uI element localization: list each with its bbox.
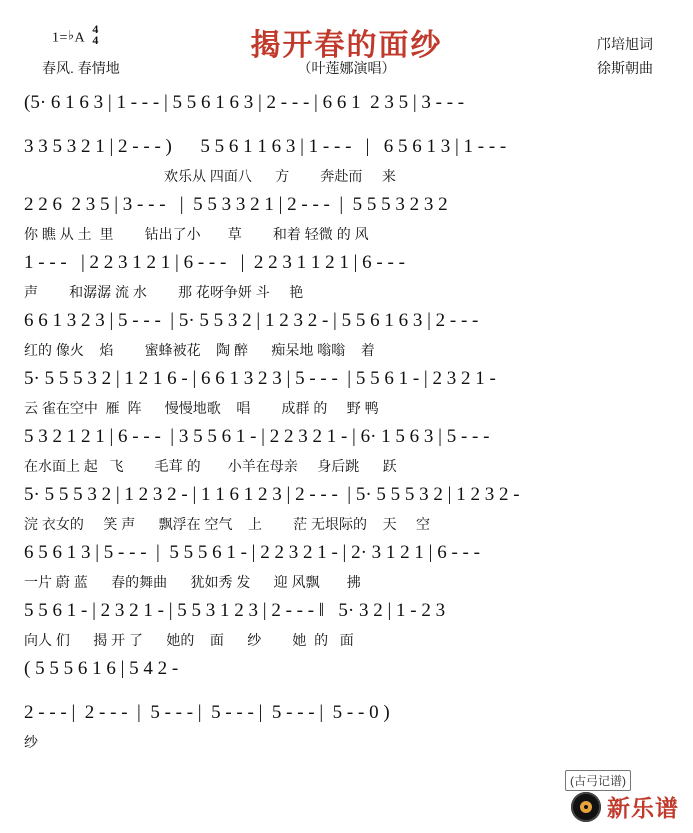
meter-top: 4 — [92, 22, 99, 36]
lyric-row: 浣 衣女的 笑 声 飘浮在 空气 上 茫 无垠际的 天 空 — [24, 516, 431, 532]
lyric-row: 在水面上 起 飞 毛茸 的 小羊在母亲 身后跳 跃 — [24, 458, 397, 474]
note-row: 5· 5 5 5 3 2 | 1 2 1 6 - | 6 6 1 3 2 3 | 5 - - - | 5 5 6 1 - | 2 3 2 1 - — [24, 368, 496, 389]
score-line — [0, 696, 693, 754]
note-row: 6 6 1 3 2 3 | 5 - - - | 5· 5 5 3 2 | 1 2 3 2 - | 5 5 6 1 6 3 | 2 - - - — [24, 310, 479, 331]
transcriber-stamp: (古弓记谱) — [565, 770, 631, 791]
note-row: 5 5 6 1 - | 2 3 2 1 - | 5 5 3 1 2 3 | 2 - - - ‖ 5· 3 2 | 1 - 2 3 — [24, 600, 446, 621]
score-line — [0, 304, 693, 362]
page-title: 揭开春的面纱 — [250, 29, 443, 62]
note-row: 2 - - - | 2 - - - | 5 - - - | 5 - - - | 5 - - - | 5 - - 0 ) — [24, 702, 390, 723]
score-line — [0, 86, 693, 130]
lyric-row: 纱 — [24, 734, 38, 750]
logo-text: 新乐谱 — [607, 795, 679, 821]
lyric-row: 你 瞧 从 土 里 钻出了小 草 和着 轻微 的 风 — [24, 226, 369, 242]
lyric-row: 一片 蔚 蓝 春的舞曲 犹如秀 发 迎 风飘 拂 — [24, 574, 361, 590]
score-line — [0, 130, 693, 188]
lyric-row: 云 雀在空中 雁 阵 慢慢地歌 唱 成群 的 野 鸭 — [24, 400, 379, 416]
note-row: 3 3 5 3 2 1 | 2 - - - ) 5 5 6 1 1 6 3 | 1 - - - | 6 5 6 1 3 | 1 - - - — [24, 136, 507, 157]
score-line — [0, 652, 693, 696]
score-line — [0, 478, 693, 536]
note-row: 6 5 6 1 3 | 5 - - - | 5 5 5 6 1 - | 2 2 3 2 1 - | 2· 3 1 2 1 | 6 - - - — [24, 542, 480, 563]
score-body — [0, 86, 693, 754]
key-letter: A — [74, 30, 85, 46]
score-line — [0, 188, 693, 246]
site-logo[interactable] — [571, 790, 679, 823]
performer-subtitle: （叶莲娜演唱） — [297, 60, 396, 76]
score-line — [0, 420, 693, 478]
lyric-row — [0, 686, 693, 696]
note-row: 2 2 6 2 3 5 | 3 - - - | 5 5 3 3 2 1 | 2 - - - | 5 5 5 3 2 3 2 — [24, 194, 448, 215]
lyric-row: 声 和潺潺 流 水 那 花呀争妍 斗 艳 — [24, 284, 304, 300]
tempo-mood-marking: 春风. 春情地 — [42, 60, 120, 76]
note-row: 1 - - - | 2 2 3 1 2 1 | 6 - - - | 2 2 3 1 1 2 1 | 6 - - - — [24, 252, 405, 273]
lyric-row: 向人 们 揭 开 了 她的 面 纱 她 的 面 — [24, 632, 354, 648]
score-line — [0, 246, 693, 304]
lyricist-credit: 邝培旭词 — [597, 36, 653, 52]
note-row: ( 5 5 5 6 1 6 | 5 4 2 - — [24, 658, 183, 679]
lyric-row — [0, 120, 693, 130]
score-line — [0, 594, 693, 652]
score-line — [0, 536, 693, 594]
lyric-row: 红的 像火 焰 蜜蜂被花 陶 醉 痴呆地 嗡嗡 着 — [24, 342, 375, 358]
flat-symbol: ♭ — [67, 27, 75, 43]
lyric-row: 欢乐从 四面八 方 奔赴而 来 — [24, 168, 396, 184]
score-line — [0, 362, 693, 420]
note-row: 5· 5 5 5 3 2 | 1 2 3 2 - | 1 1 6 1 2 3 | 2 - - - | 5· 5 5 5 3 2 | 1 2 3 2 - — [24, 484, 520, 505]
vinyl-record-icon — [571, 792, 601, 822]
key-label: 1= — [52, 30, 68, 46]
meter-bottom: 4 — [92, 33, 99, 48]
composer-credit: 徐斯朝曲 — [597, 60, 653, 76]
note-row: (5· 6 1 6 3 | 1 - - - | 5 5 6 1 6 3 | 2 - - - | 6 6 1 2 3 5 | 3 - - - — [24, 92, 465, 113]
note-row: 5 3 2 1 2 1 | 6 - - - | 3 5 5 6 1 - | 2 2 3 2 1 - | 6· 1 5 6 3 | 5 - - - — [24, 426, 490, 447]
